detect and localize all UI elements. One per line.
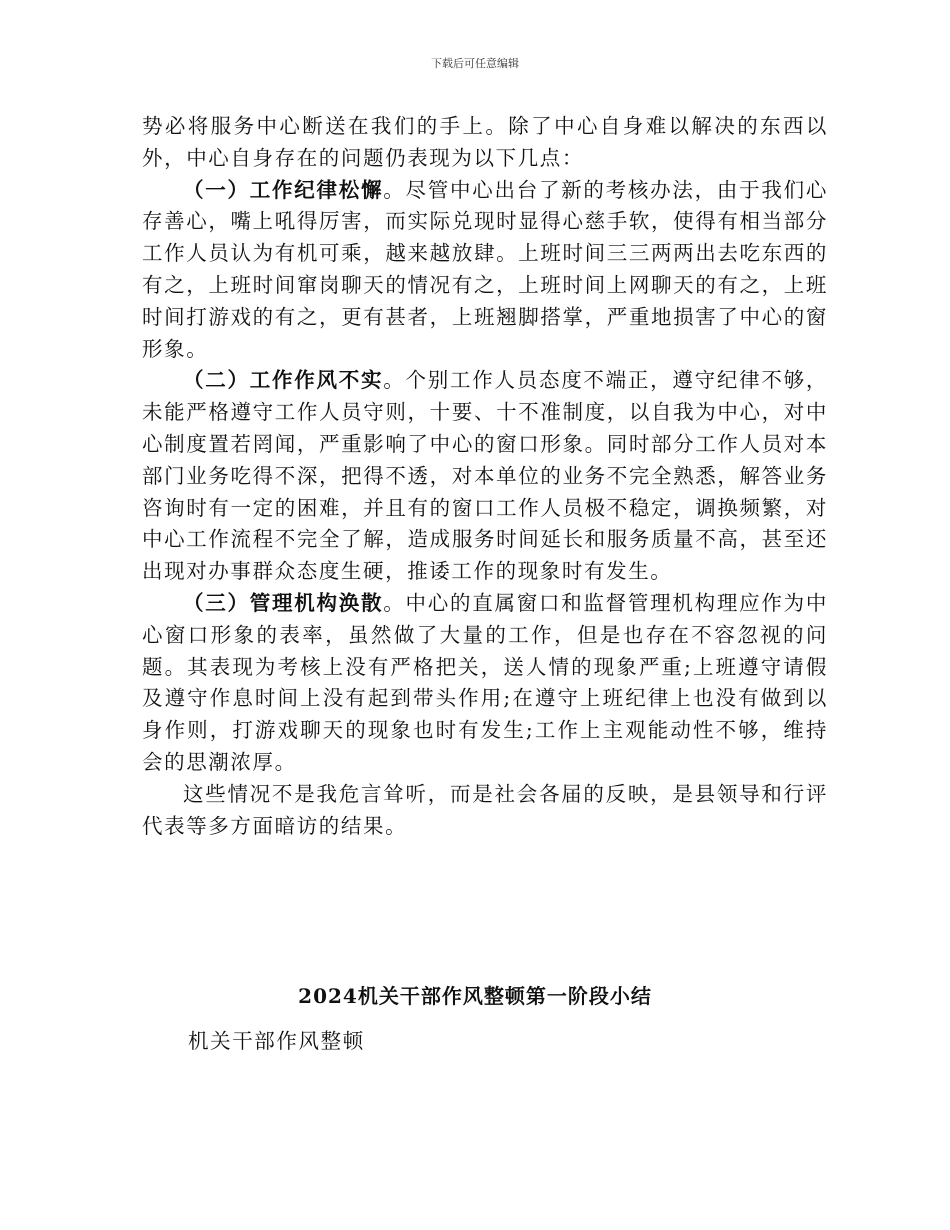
paragraph-continuation: 势必将服务中心断送在我们的手上。除了中心自身难以解决的东西以外，中心自身存在的问题仍表现为以下几点：: [142, 114, 828, 170]
document-subtitle: 机关干部作风整顿: [188, 1029, 365, 1053]
section-3-heading: （三）管理机构涣散: [183, 590, 384, 615]
section-3-text: 。中心的直属窗口和监督管理机构理应作为中心窗口形象的表率，虽然做了大量的工作，但是也存在不容忽视的问题。其表现为考核上没有严格把关，送人情的现象严重;上班遵守请假及遵守作息时间上没有起到带头作用;在遵守上班纪律上也没有做到以身作则，打游戏聊天的现象也时有发生;工作上主观能动性不够，维持会的思潮浓厚。: [142, 590, 828, 774]
section-1-heading: （一）工作纪律松懈: [183, 177, 384, 202]
section-1-text: 。尽管中心出台了新的考核办法，由于我们心存善心，嘴上吼得厉害，而实际兑现时显得心慈手软，使得有相当部分工作人员认为有机可乘，越来越放肆。上班时间三三两两出去吃东西的有之，上班时间窜岗聊天的情况有之，上班时间上网聊天的有之，上班时间打游戏的有之，更有甚者，上班翘脚搭掌，严重地损害了中心的窗形象。: [142, 177, 828, 361]
section-2-heading: （二）工作作风不实: [183, 368, 384, 393]
closing-paragraph: 这些情况不是我危言耸听，而是社会各届的反映，是县领导和行评代表等多方面暗访的结果。: [142, 781, 828, 838]
section-3-paragraph: [142, 588, 828, 779]
section-2-paragraph: [142, 365, 828, 588]
section-2-text: 。个别工作人员态度不端正，遵守纪律不够，未能严格遵守工作人员守则，十要、十不准制度，以自我为中心，对中心制度置若罔闻，严重影响了中心的窗口形象。同时部分工作人员对本部门业务吃得不深，把得不透，对本单位的业务不完全熟悉，解答业务咨询时有一定的困难，并且有的窗口工作人员极不稳定，调换频繁，对中心工作流程不完全了解，造成服务时间延长和服务质量不高，甚至还出现对办事群众态度生硬，推诿工作的现象时有发生。: [142, 368, 828, 584]
document-title: 2024机关干部作风整顿第一阶段小结: [298, 984, 652, 1008]
document-body: [142, 111, 828, 842]
section-1-paragraph: [142, 175, 828, 366]
header-note: 下载后可任意编辑: [431, 57, 519, 70]
